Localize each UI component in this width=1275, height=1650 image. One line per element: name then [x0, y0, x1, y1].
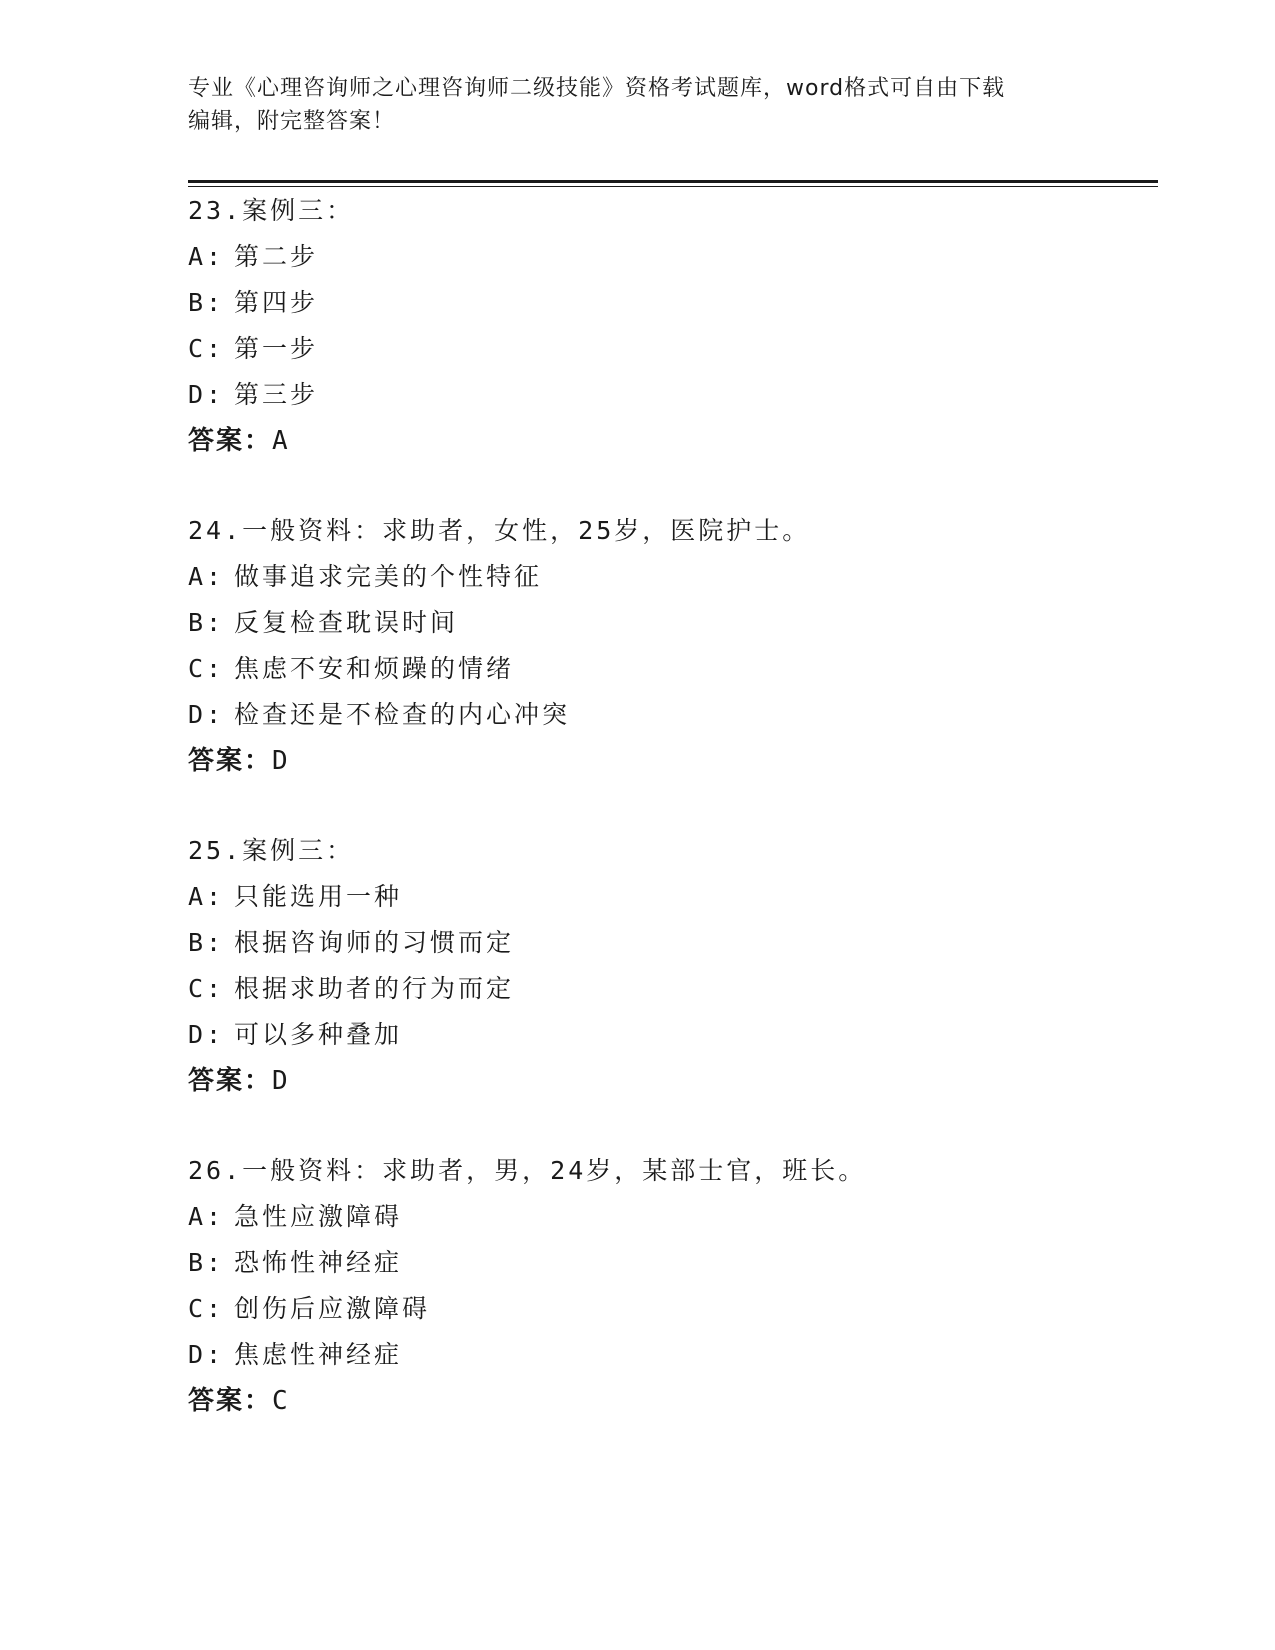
option-text: 焦虑性神经症 — [234, 1340, 403, 1369]
question-block-25 — [188, 828, 1148, 1104]
option-c — [188, 326, 1148, 372]
option-c — [188, 646, 1148, 692]
option-text: 做事追求完美的个性特征 — [234, 562, 543, 591]
answer-line — [188, 1058, 1148, 1104]
header-line-2: 编辑，附完整答案！ — [188, 109, 396, 134]
option-b — [188, 280, 1148, 326]
option-d — [188, 372, 1148, 418]
question-stem: 25.案例三： — [188, 836, 355, 865]
option-text: 恐怖性神经症 — [234, 1248, 403, 1277]
option-b — [188, 1240, 1148, 1286]
option-a — [188, 1194, 1148, 1240]
option-key: C: — [188, 974, 225, 1003]
option-key: C: — [188, 334, 225, 363]
option-text: 急性应激障碍 — [234, 1202, 403, 1231]
option-key: C: — [188, 654, 225, 683]
option-key: B: — [188, 928, 225, 957]
option-key: A: — [188, 242, 225, 271]
option-text: 第三步 — [234, 380, 319, 409]
option-b — [188, 920, 1148, 966]
option-text: 可以多种叠加 — [234, 1020, 403, 1049]
answer-label: 答案： — [188, 1386, 273, 1416]
option-c — [188, 966, 1148, 1012]
question-stem: 23.案例三： — [188, 196, 355, 225]
option-text: 检查还是不检查的内心冲突 — [234, 700, 571, 729]
answer-line — [188, 1378, 1148, 1424]
question-stem: 26.一般资料：求助者，男，24岁，某部士官，班长。 — [188, 1156, 867, 1185]
answer-label: 答案： — [188, 746, 273, 776]
option-a — [188, 874, 1148, 920]
option-b — [188, 600, 1148, 646]
option-text: 第四步 — [234, 288, 319, 317]
option-key: D: — [188, 1340, 225, 1369]
option-key: A: — [188, 882, 225, 911]
question-block-26 — [188, 1148, 1148, 1424]
answer-line — [188, 738, 1148, 784]
option-text: 第二步 — [234, 242, 319, 271]
answer-value: D — [272, 1066, 290, 1096]
option-d — [188, 692, 1148, 738]
option-text: 根据咨询师的习惯而定 — [234, 928, 515, 957]
header-divider-thick — [188, 180, 1158, 183]
option-key: B: — [188, 1248, 225, 1277]
option-key: B: — [188, 608, 225, 637]
option-key: D: — [188, 1020, 225, 1049]
answer-value: D — [272, 746, 290, 776]
question-block-24 — [188, 508, 1148, 784]
option-key: A: — [188, 1202, 225, 1231]
answer-line — [188, 418, 1148, 464]
option-a — [188, 554, 1148, 600]
option-text: 创伤后应激障碍 — [234, 1294, 431, 1323]
header-divider-thin — [188, 186, 1158, 187]
header-line-1: 专业《心理咨询师之心理咨询师二级技能》资格考试题库，word格式可自由下载 — [188, 76, 1006, 101]
option-text: 第一步 — [234, 334, 319, 363]
option-text: 焦虑不安和烦躁的情绪 — [234, 654, 515, 683]
option-d — [188, 1012, 1148, 1058]
option-c — [188, 1286, 1148, 1332]
answer-label: 答案： — [188, 426, 273, 456]
option-text: 只能选用一种 — [234, 882, 403, 911]
option-key: D: — [188, 700, 225, 729]
question-block-23 — [188, 188, 1148, 464]
option-text: 反复检查耽误时间 — [234, 608, 459, 637]
answer-value: A — [272, 426, 290, 456]
option-key: C: — [188, 1294, 225, 1323]
option-d — [188, 1332, 1148, 1378]
option-key: D: — [188, 380, 225, 409]
option-key: A: — [188, 562, 225, 591]
option-key: B: — [188, 288, 225, 317]
document-header — [188, 72, 1088, 138]
answer-value: C — [272, 1386, 290, 1416]
option-text: 根据求助者的行为而定 — [234, 974, 515, 1003]
answer-label: 答案： — [188, 1066, 273, 1096]
question-stem: 24.一般资料：求助者，女性，25岁，医院护士。 — [188, 516, 811, 545]
option-a — [188, 234, 1148, 280]
